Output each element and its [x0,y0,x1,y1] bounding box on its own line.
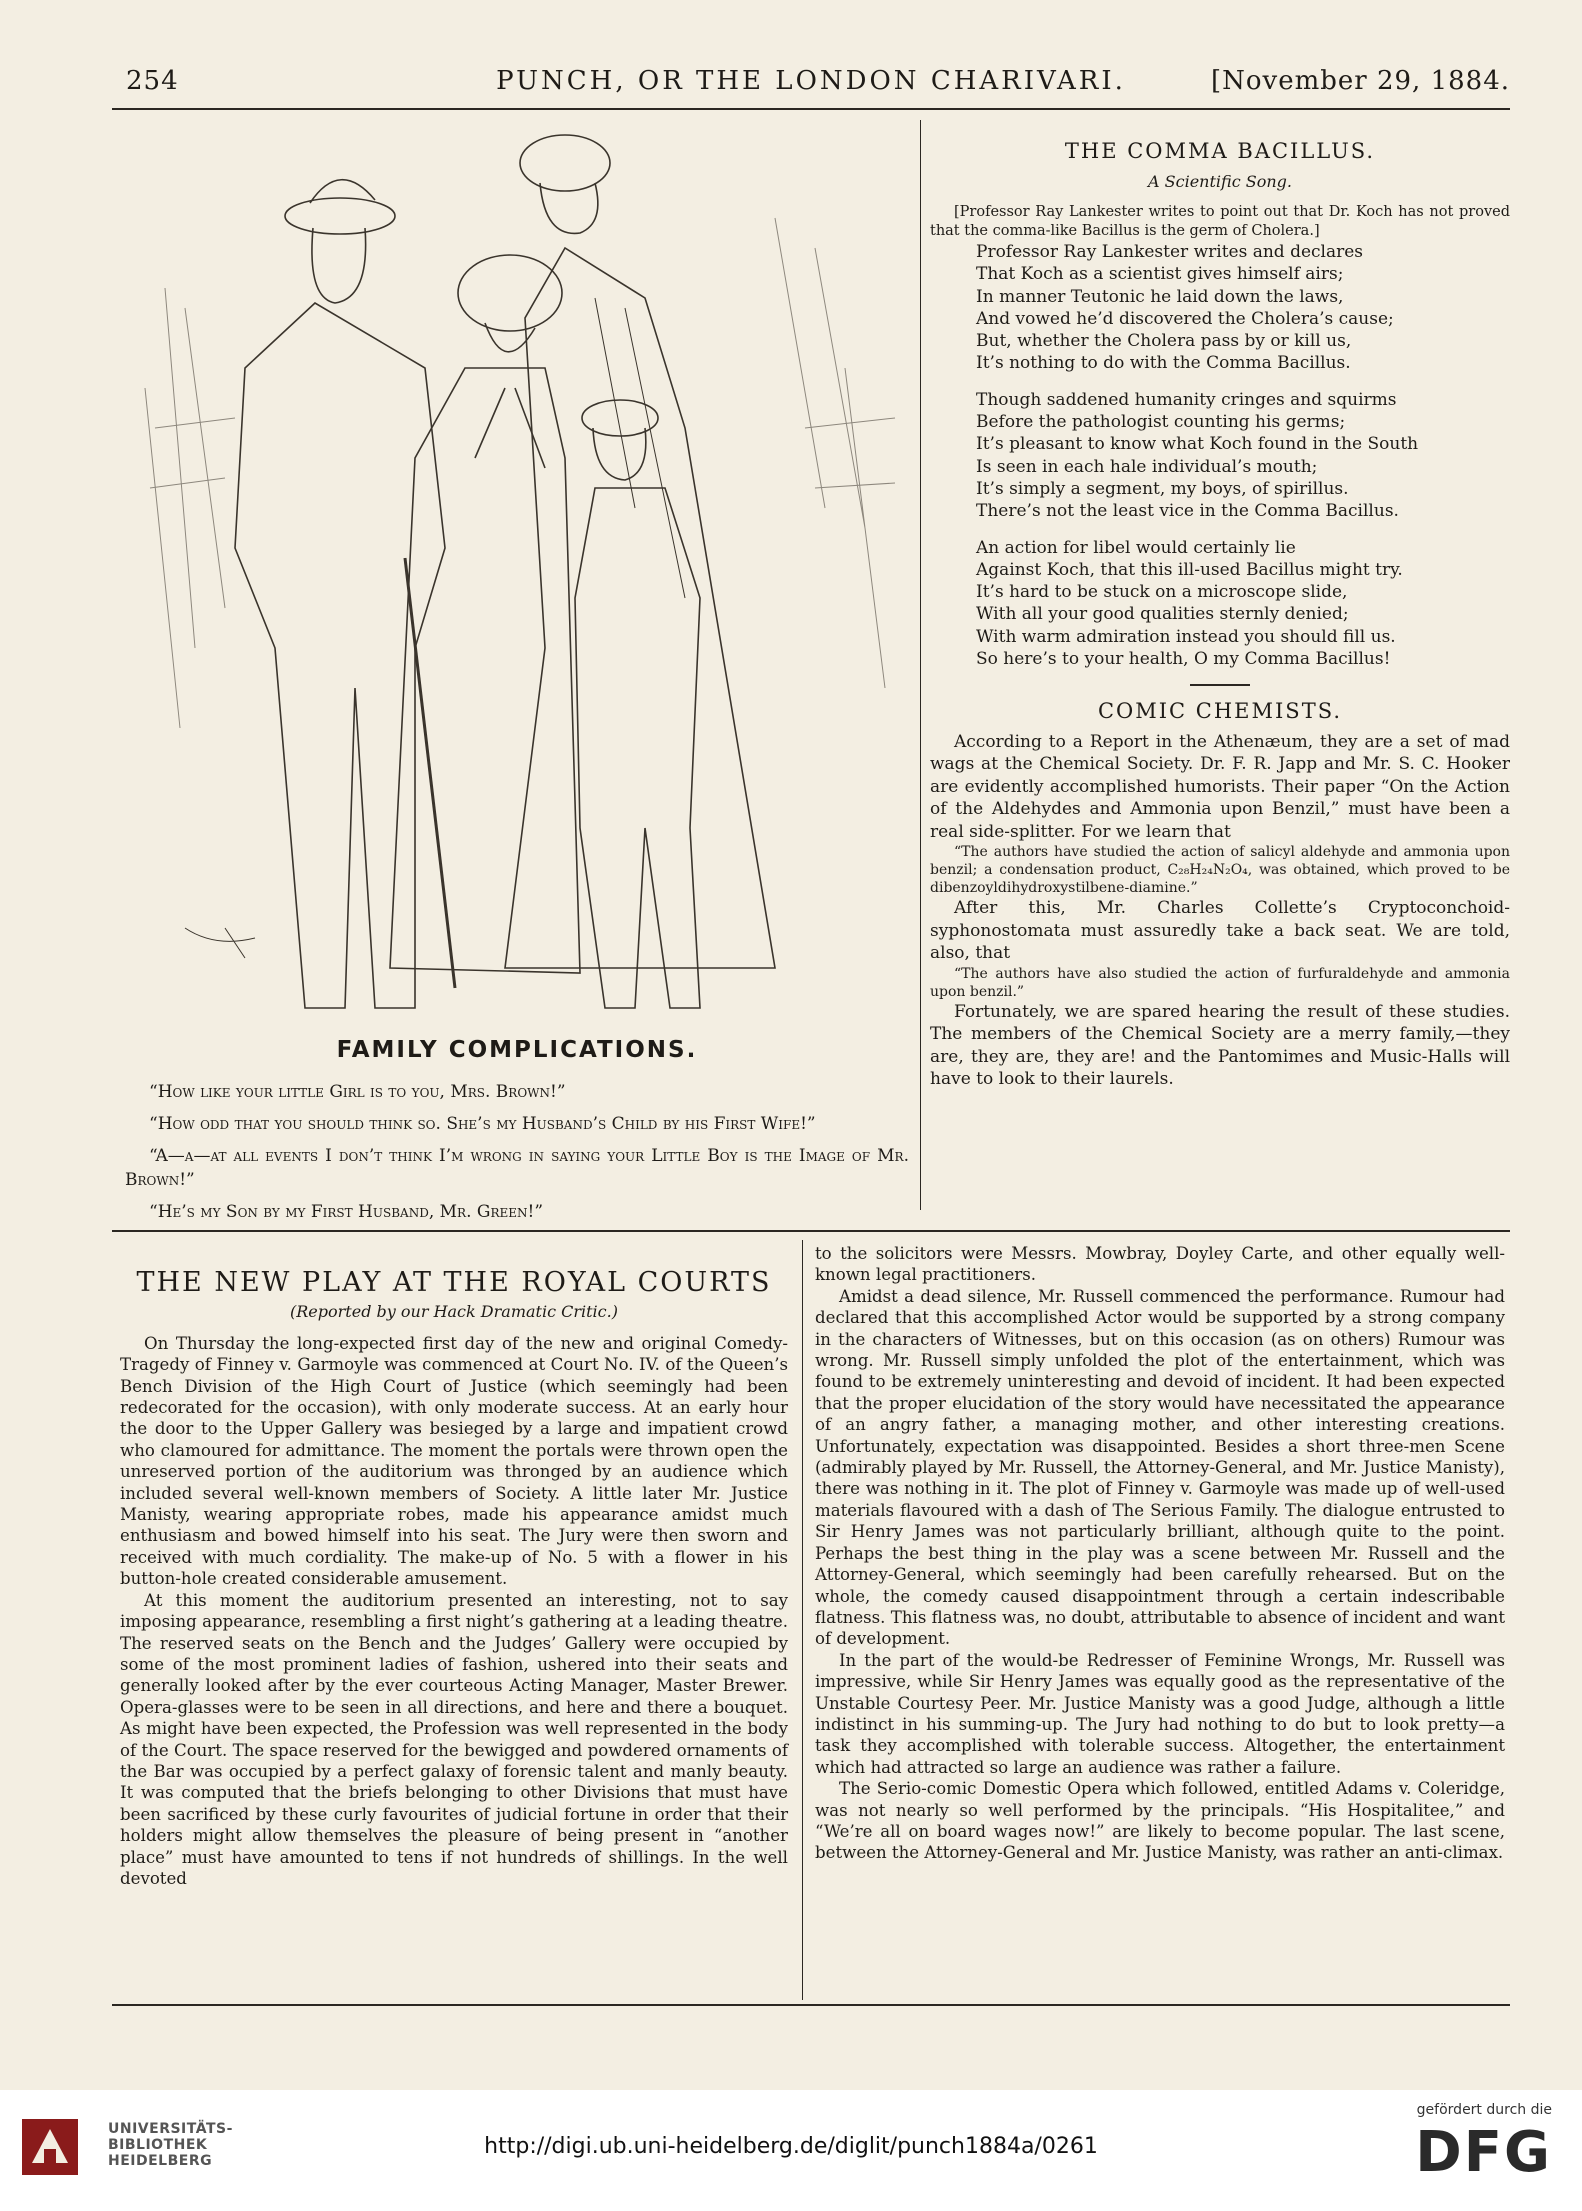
funded-by-label: gefördert durch die [1416,2102,1552,2118]
poem-line: And vowed he’d discovered the Cholera’s cause; [976,308,1394,329]
poem-line: Is seen in each hale individual’s mouth; [976,456,1318,477]
editor-note: [Professor Ray Lankester writes to point out that Dr. Koch has not proved that the comma-like Bacillus is the germ of Cholera.] [930,204,1510,239]
new-play-article-right [815,1243,1505,1864]
article-title: THE NEW PLAY AT THE ROYAL COURTS [136,1267,772,1298]
poem-line: It’s simply a segment, my boys, of spirillus. [976,478,1349,499]
background-shrubs [145,218,895,728]
artist-signature [185,928,255,958]
mother-figure [505,135,775,968]
boy-figure [575,400,700,1008]
poem-line: Though saddened humanity cringes and squirms [976,389,1397,410]
article-title: COMIC CHEMISTS. [1097,699,1343,724]
poem-line: Professor Ray Lankester writes and declares [976,242,1364,262]
running-header [112,66,1510,98]
poem-line: Against Koch, that this ill-used Bacillus might try. [976,559,1403,580]
funder-logo[interactable] [1372,2102,1552,2188]
caption-line: “How like your little Girl is to you, Mrs. Brown!” [149,1082,566,1102]
poem-line: There’s not the least vice in the Comma Bacillus. [976,501,1399,522]
poem-line: In manner Teutonic he laid down the laws, [976,286,1344,307]
poem-stanza [976,389,1510,523]
library-name-line: BIBLIOTHEK [108,2137,208,2153]
body-paragraph: In the part of the would-be Redresser of Feminine Wrongs, Mr. Russell was impressive, while Sir Henry James was equally good as the representative of the Unstable Courtesy Peer. Mr. Justice Manisty was a good Judge, although a little indistinct in his summing-up. The Jury had nothing to do but to look pretty—a task they accomplished with tolerable success. Altogether, the entertainment which had attracted so large an audience was rather a failure. [815,1650,1505,1777]
cartoon-illustration [125,128,909,1028]
page-number: 254 [126,66,179,96]
article-title: THE COMMA BACILLUS. [1064,139,1376,163]
comma-bacillus-article [930,140,1510,1091]
poem-line: It’s pleasant to know what Koch found in the South [976,434,1419,455]
body-paragraph: to the solicitors were Messrs. Mowbray, Doyley Carte, and other equally well-known legal practitioners. [815,1244,1505,1285]
section-divider [1190,684,1250,686]
library-name-line: HEIDELBERG [108,2153,213,2169]
poem-line: It’s nothing to do with the Comma Bacillus. [976,353,1351,374]
body-paragraph: According to a Report in the Athenæum, they are a set of mad wags at the Chemical Society. Dr. F. R. Japp and Mr. S. C. Hooker are evidently accomplished humorists. Their paper “On the Action of the Aldehydes and Ammonia upon Benzil,” must have been a real side-splitter. For we learn that [930,731,1510,842]
poem-line: Before the pathologist counting his germs; [976,412,1346,433]
poem-line: So here’s to your health, O my Comma Bacillus! [976,649,1391,670]
header-rule [112,108,1510,110]
issue-date: [November 29, 1884. [1210,66,1510,96]
body-paragraph: The Serio-comic Domestic Opera which followed, entitled Adams v. Coleridge, was not nearly so well performed by the principals. “His Hospitalitee,” and “We’re all on board wages now!” are likely to become popular. The last scene, between the Attorney-General and Mr. Justice Manisty, was rather an anti-climax. [815,1779,1505,1863]
block-quote: “The authors have studied the action of salicyl aldehyde and ammonia upon benzil; a condensation product, C₂₈H₂₄N₂O₄, was obtained, which proved to be dibenzoyldihydroxystilbene-diamine.” [930,844,1510,897]
cartoon-caption [125,1080,909,1232]
body-paragraph: After this, Mr. Charles Collette’s Cryptoconchoid-syphonostomata must assuredly take a back seat. We are told, also, that [930,898,1510,964]
girl-figure [390,255,580,973]
block-quote: “The authors have also studied the action of furfuraldehyde and ammonia upon benzil.” [930,965,1510,1000]
body-paragraph: On Thursday the long-expected first day of the new and original Comedy-Tragedy of Finney v. Garmoyle was commenced at Court No. IV. of the Queen’s Bench Division of the High Court of Justice (which seemingly had been redecorated for the occasion), with only moderate success. At an early hour the door to the Upper Gallery was besieged by a large and impatient crowd who clamoured for admittance. The moment the portals were thrown open the unreserved portion of the auditorium was thronged by an audience which included several well-known members of Society. A little later Mr. Justice Manisty, wearing appropriate robes, made his appearance amidst much enthusiasm and bowed himself into his seat. The Jury were then sworn and received with much cordiality. The make-up of No. 5 with a flower in his button-hole created considerable amusement. [120,1333,788,1589]
poem-line: But, whether the Cholera pass by or kill us, [976,331,1352,352]
body-paragraph: Fortunately, we are spared hearing the result of these studies. The members of the Chemical Society are a merry family,—they are, they are, they are! and the Pantomimes and Music-Halls will have to look to their laurels. [930,1001,1510,1090]
caption-line: “How odd that you should think so. She’s my Husband’s Child by his First Wife!” [149,1114,816,1134]
article-subtitle: A Scientific Song. [1148,171,1292,191]
poem-stanza [976,241,1510,375]
poem-stanza [976,537,1510,671]
top-column-rule [920,120,921,1210]
bottom-column-rule [802,1240,803,2000]
digitization-footer [0,2090,1582,2211]
bottom-rule [112,2004,1510,2006]
article-subtitle: (Reported by our Hack Dramatic Critic.) [290,1302,618,1322]
poem-line: That Koch as a scientist gives himself airs; [976,264,1344,285]
caption-line: “He’s my Son by my First Husband, Mr. Green!” [149,1202,544,1222]
caption-line: “A—a—at all events I don’t think I’m wrong in saying your Little Boy is the Image of Mr. Brown!” [125,1146,909,1190]
permalink-url[interactable]: http://digi.ub.uni-heidelberg.de/diglit/punch1884a/0261 [484,2134,1098,2159]
library-name-line: UNIVERSITÄTS- [108,2121,233,2137]
masthead-title: PUNCH, OR THE LONDON CHARIVARI. [496,66,1126,96]
poem-line: With all your good qualities sternly denied; [976,604,1349,625]
cartoon-title: FAMILY COMPLICATIONS. [336,1037,698,1063]
new-play-article-left [120,1267,788,1889]
poem-line: An action for libel would certainly lie [976,537,1296,558]
poem-line: It’s hard to be stuck on a microscope slide, [976,582,1348,603]
funder-name: DFG [1415,2120,1552,2185]
body-paragraph: At this moment the auditorium presented an interesting, not to say imposing appearance, resembling a first night’s gathering at a leading theatre. The reserved seats on the Bench and the Judges’ Gallery were occupied by some of the most prominent ladies of fashion, ushered into their seats and generally looked after by the ever courteous Acting Manager, Master Brewer. Opera-glasses were to be seen in all directions, and here and there a bouquet. As might have been expected, the Profession was well represented in the body of the Court. The space reserved for the bewigged and powdered ornaments of the Bar was occupied by a perfect galaxy of forensic talent and manly beauty. It was computed that the briefs belonging to other Divisions that must have been sacrificed by these curly favourites of judicial fortune in order that their holders might allow themselves the pleasure of being present in “another place” must have amounted to tens if not hundreds of shillings. In the well devoted [120,1590,788,1888]
poem-line: With warm admiration instead you should fill us. [976,626,1396,647]
father-figure [235,180,455,1008]
body-paragraph: Amidst a dead silence, Mr. Russell commenced the performance. Rumour had declared that this accomplished Actor would be supported by a strong company in the characters of Witnesses, but on this occasion (as on others) Rumour was wrong. Mr. Russell simply unfolded the plot of the entertainment, which was found to be extremely uninteresting and devoid of incident. It had been expected that the proper elucidation of the story would have necessitated the appearance of an angry father, a managing mother, and other interesting creations. Unfortunately, expectation was disappointed. Besides a short three-men Scene (admirably played by Mr. Russell, the Attorney-General, and Mr. Justice Manisty), there was nothing in it. The plot of Finney v. Garmoyle was made up of well-used materials flavoured with a dash of The Serious Family. The dialogue entrusted to Sir Henry James was not particularly brilliant, although quite to the point. Perhaps the best thing in the play was a scene between Mr. Russell and the Attorney-General, which seemingly had been carefully rehearsed. But on the whole, the comedy caused disappointment through a certain indescribable flatness. This flatness was, no doubt, attributable to absence of incident and want of development. [815,1286,1505,1649]
